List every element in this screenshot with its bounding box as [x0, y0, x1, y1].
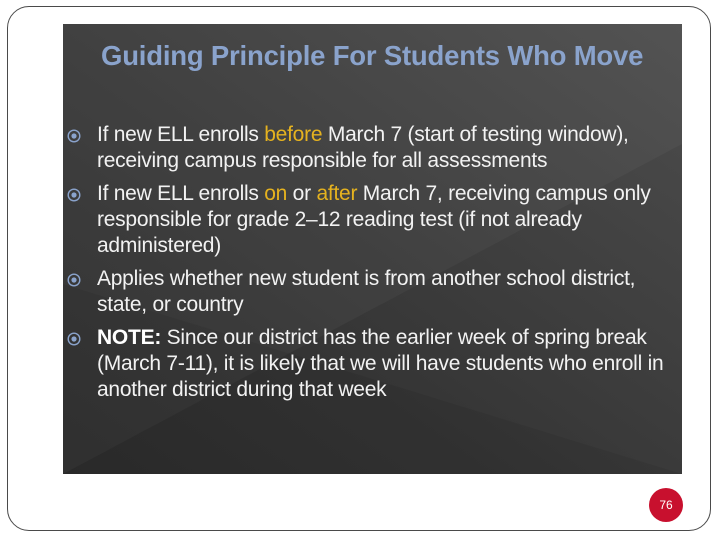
bullet-text: or — [287, 182, 317, 205]
circle-target-icon — [67, 332, 81, 346]
bullet-text: Since our district has the earlier week of spring break (March 7-11), it is likely that we will have students who enroll in another district during that week — [97, 326, 664, 401]
note-label: NOTE: — [97, 326, 162, 349]
bullet-list — [63, 122, 682, 410]
highlighted-word: before — [264, 123, 323, 146]
circle-target-icon — [67, 273, 81, 287]
bullet-text: March 7, receiving campus only responsible for grade 2–12 reading test (if not already administered) — [97, 182, 651, 257]
highlighted-word: on — [264, 182, 288, 205]
bullet-text: If new ELL enrolls — [97, 123, 265, 146]
bullet-text: If new ELL enrolls — [97, 182, 265, 205]
bullet-item — [63, 122, 682, 174]
circle-target-icon — [67, 188, 81, 202]
bullet-item — [63, 266, 682, 318]
bullet-item — [63, 325, 682, 403]
page-number-badge: 76 — [649, 488, 683, 522]
bullet-text: Applies whether new student is from another school district, state, or country — [97, 267, 636, 316]
bullet-text: March 7 (start of testing window), receiving campus responsible for all assessments — [97, 123, 629, 172]
bullet-item — [63, 181, 682, 259]
slide-title: Guiding Principle For Students Who Move — [101, 40, 644, 71]
highlighted-word: after — [316, 182, 358, 205]
slide-panel — [63, 24, 682, 474]
circle-target-icon — [67, 129, 81, 143]
